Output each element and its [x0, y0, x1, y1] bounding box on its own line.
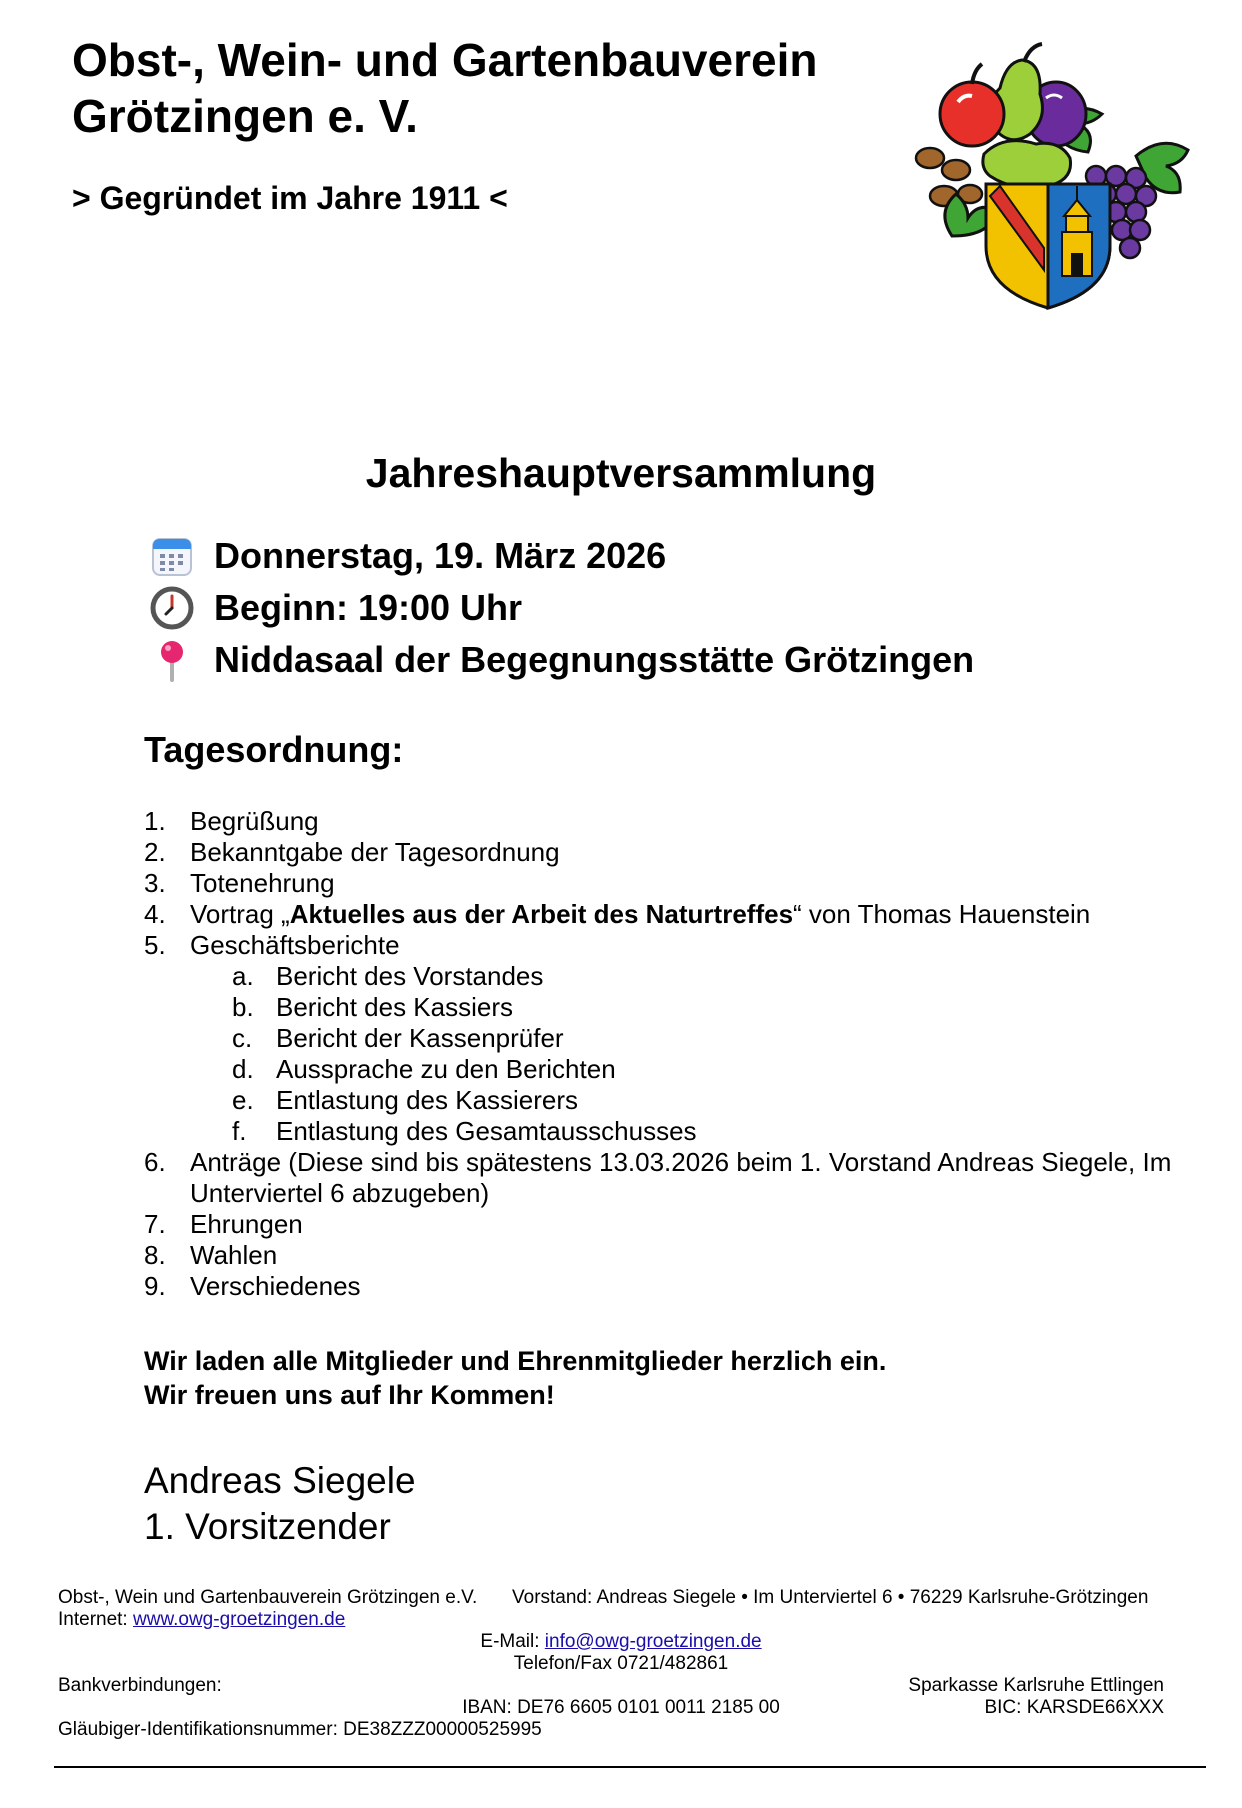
agenda-subitem	[144, 1054, 1204, 1085]
agenda-subitem-letter: c.	[232, 1023, 253, 1053]
invitation-line2: Wir freuen uns auf Ihr Kommen!	[144, 1380, 555, 1410]
agenda-item-text: Wahlen	[190, 1240, 278, 1270]
footer-bic: BIC: KARSDE66XXX	[984, 1697, 1164, 1718]
footer-creditor-id: Gläubiger-Identifikationsnummer: DE38ZZZ00000525995	[58, 1719, 542, 1740]
agenda-subitem-text: Bericht des Vorstandes	[276, 961, 544, 991]
agenda-heading: Tagesordnung:	[144, 729, 404, 770]
agenda-item-number: 3.	[144, 868, 166, 898]
agenda-list	[144, 806, 1204, 1302]
agenda-item-text: Ehrungen	[190, 1209, 303, 1239]
org-title	[72, 32, 932, 144]
signature-name: Andreas Siegele	[144, 1460, 416, 1501]
agenda-item-text: Totenehrung	[190, 868, 335, 898]
agenda-item-number: 7.	[144, 1209, 166, 1239]
agenda-subitem-letter: b.	[232, 992, 254, 1022]
agenda-subitem-text: Bericht des Kassiers	[276, 992, 513, 1022]
agenda-subitem	[144, 1023, 1204, 1054]
club-logo	[910, 36, 1210, 312]
clock-icon	[150, 586, 194, 630]
agenda-item	[144, 899, 1204, 930]
agenda-item-number: 9.	[144, 1271, 166, 1301]
org-title-line2: Grötzingen e. V.	[72, 90, 418, 142]
agenda-subitem-text: Aussprache zu den Berichten	[276, 1054, 616, 1084]
agenda-item	[144, 1209, 1204, 1240]
agenda-subitem-text: Bericht der Kassenprüfer	[276, 1023, 564, 1053]
footer-vorstand: Vorstand: Andreas Siegele • Im Unterviertel 6 • 76229 Karlsruhe-Grötzingen	[512, 1587, 1149, 1608]
agenda-item-number: 5.	[144, 930, 166, 960]
website-link[interactable]: www.owg-groetzingen.de	[133, 1609, 346, 1630]
footer-email	[0, 1630, 1242, 1653]
agenda-subitem-letter: e.	[232, 1085, 254, 1115]
footer-bank-name: Sparkasse Karlsruhe Ettlingen	[908, 1675, 1164, 1696]
agenda-subitem	[144, 1116, 1204, 1147]
event-date-row	[150, 530, 666, 582]
agenda-item-text: Bekanntgabe der Tagesordnung	[190, 837, 560, 867]
signature	[144, 1458, 416, 1550]
footer-internet	[58, 1608, 345, 1631]
agenda-item	[144, 1147, 1204, 1209]
agenda-subitem	[144, 961, 1204, 992]
agenda-item-number: 2.	[144, 837, 166, 867]
invitation-line1: Wir laden alle Mitglieder und Ehrenmitglieder herzlich ein.	[144, 1346, 887, 1376]
agenda-item	[144, 806, 1204, 837]
lecture-speaker: “ von Thomas Hauenstein	[793, 899, 1091, 929]
event-date: Donnerstag, 19. März 2026	[214, 535, 667, 576]
agenda-subitem-letter: a.	[232, 961, 254, 991]
agenda-item	[144, 930, 1204, 961]
agenda-subitem	[144, 1085, 1204, 1116]
agenda-item-text: Geschäftsberichte	[190, 930, 400, 960]
footer-org: Obst-, Wein und Gartenbauverein Grötzingen e.V.	[58, 1587, 478, 1608]
agenda-item-text: Begrüßung	[190, 806, 319, 836]
agenda-item-number: 6.	[144, 1147, 166, 1177]
agenda-item	[144, 837, 1204, 868]
agenda-subitem	[144, 992, 1204, 1023]
footer-phone: Telefon/Fax 0721/482861	[513, 1653, 729, 1674]
agenda-item-text: Anträge (Diese sind bis spätestens 13.03.2026 beim 1. Vorstand Andreas Siegele, Im Unterviertel 6 abzugeben)	[190, 1147, 1172, 1208]
agenda-item-text	[190, 899, 1204, 930]
lecture-title: Aktuelles aus der Arbeit des Naturtreffes	[289, 899, 794, 929]
agenda-subitem-text: Entlastung des Gesamtausschusses	[276, 1116, 697, 1146]
event-time-row	[150, 582, 522, 634]
email-label: E-Mail:	[480, 1631, 545, 1652]
event-title: Jahreshauptversammlung	[365, 450, 877, 496]
agenda-item	[144, 868, 1204, 899]
lecture-prefix: Vortrag „	[190, 899, 290, 929]
agenda-subitem-letter: f.	[232, 1116, 247, 1146]
event-place-row	[150, 634, 974, 686]
email-link[interactable]: info@owg-groetzingen.de	[544, 1631, 762, 1652]
calendar-icon	[150, 534, 194, 578]
signature-role: 1. Vorsitzender	[144, 1506, 391, 1547]
agenda-subitem-text: Entlastung des Kassierers	[276, 1085, 579, 1115]
footer-iban: IBAN: DE76 6605 0101 0011 2185 00	[462, 1697, 780, 1718]
event-time: Beginn: 19:00 Uhr	[214, 587, 523, 628]
agenda-subitem-letter: d.	[232, 1054, 254, 1084]
event-place: Niddasaal der Begegnungsstätte Grötzingen	[214, 639, 975, 680]
org-title-line1: Obst-, Wein- und Gartenbauverein	[72, 34, 818, 86]
agenda-item-number: 1.	[144, 806, 166, 836]
pin-icon	[150, 638, 194, 682]
agenda-item	[144, 1271, 1204, 1302]
founded-line: > Gegründet im Jahre 1911 <	[72, 180, 508, 216]
agenda-item-number: 4.	[144, 899, 166, 929]
footer-bank-label: Bankverbindungen:	[58, 1675, 222, 1696]
agenda-item	[144, 1240, 1204, 1271]
agenda-item-text: Verschiedenes	[190, 1271, 361, 1301]
invitation	[144, 1344, 886, 1412]
agenda-item-number: 8.	[144, 1240, 166, 1270]
bottom-divider	[54, 1766, 1206, 1768]
internet-label: Internet:	[58, 1609, 133, 1630]
